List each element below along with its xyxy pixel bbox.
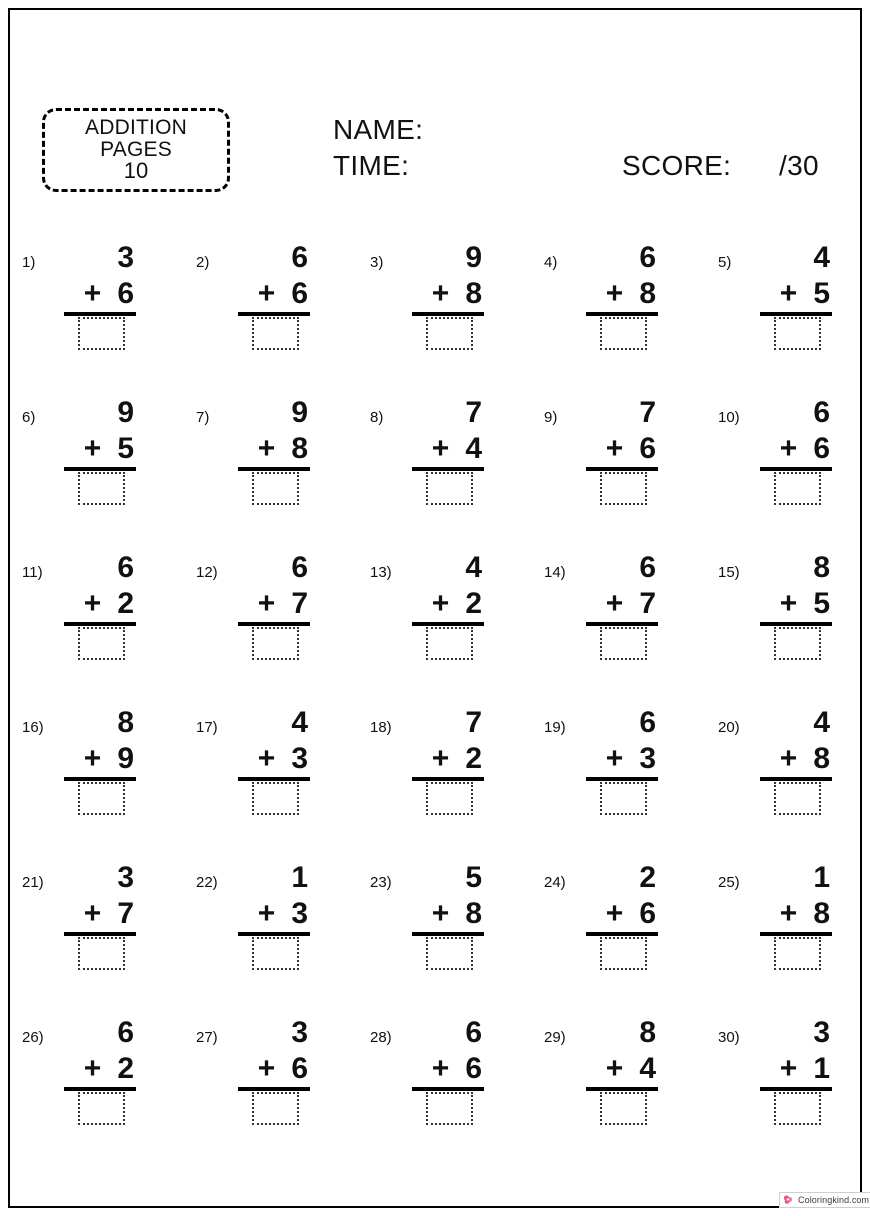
- answer-box[interactable]: [774, 937, 821, 970]
- bottom-operand: 6: [291, 1052, 308, 1085]
- plus-operator-icon: +: [779, 587, 798, 620]
- answer-box[interactable]: [426, 937, 473, 970]
- problem-number: 27): [196, 1029, 218, 1046]
- problem-cell: [522, 240, 696, 395]
- top-operand: 6: [117, 1016, 134, 1049]
- problem-expression: [406, 705, 492, 815]
- problem-expression: [580, 860, 666, 970]
- bottom-operand: 2: [465, 587, 482, 620]
- sum-rule: [64, 622, 136, 626]
- top-operand: 6: [639, 551, 656, 584]
- top-operand: 8: [813, 551, 830, 584]
- title-page-number: 10: [123, 158, 149, 184]
- sum-rule: [412, 932, 484, 936]
- problem-expression: [580, 1015, 666, 1125]
- problem-cell: [348, 240, 522, 395]
- sum-rule: [238, 622, 310, 626]
- sum-rule: [412, 312, 484, 316]
- problem-cell: [0, 705, 174, 860]
- operator-and-bottom-operand: [232, 276, 318, 312]
- problem-expression: [232, 240, 318, 350]
- problem-cell: [522, 705, 696, 860]
- operator-and-bottom-operand: [406, 431, 492, 467]
- bottom-operand: 6: [291, 277, 308, 310]
- answer-box[interactable]: [600, 782, 647, 815]
- plus-operator-icon: +: [257, 277, 276, 310]
- top-operand: 9: [291, 396, 308, 429]
- bottom-operand: 5: [117, 432, 134, 465]
- problem-cell: [0, 1015, 174, 1170]
- plus-operator-icon: +: [779, 897, 798, 930]
- operator-and-bottom-operand: [406, 1051, 492, 1087]
- worksheet-header: [0, 98, 870, 208]
- answer-box[interactable]: [774, 627, 821, 660]
- plus-operator-icon: +: [83, 897, 102, 930]
- site-watermark: [779, 1192, 870, 1208]
- bottom-operand: 9: [117, 742, 134, 775]
- operator-and-bottom-operand: [580, 741, 666, 777]
- top-operand: 6: [465, 1016, 482, 1049]
- sum-rule: [760, 467, 832, 471]
- problem-number: 10): [718, 409, 740, 426]
- top-operand: 6: [639, 706, 656, 739]
- plus-operator-icon: +: [605, 277, 624, 310]
- top-operand: 9: [117, 396, 134, 429]
- problem-number: 19): [544, 719, 566, 736]
- answer-box[interactable]: [774, 472, 821, 505]
- problem-expression: [406, 240, 492, 350]
- problem-number: 24): [544, 874, 566, 891]
- plus-operator-icon: +: [605, 742, 624, 775]
- operator-and-bottom-operand: [58, 1051, 144, 1087]
- problem-number: 1): [22, 254, 36, 271]
- plus-operator-icon: +: [83, 432, 102, 465]
- problem-expression: [580, 550, 666, 660]
- top-operand: 1: [291, 861, 308, 894]
- answer-box[interactable]: [252, 937, 299, 970]
- bottom-operand: 3: [639, 742, 656, 775]
- bottom-operand: 8: [639, 277, 656, 310]
- problem-cell: [0, 860, 174, 1015]
- problem-number: 30): [718, 1029, 740, 1046]
- sum-rule: [760, 622, 832, 626]
- top-operand: 6: [291, 551, 308, 584]
- score-field-label[interactable]: SCORE:: [622, 150, 732, 181]
- operator-and-bottom-operand: [232, 586, 318, 622]
- sum-rule: [238, 932, 310, 936]
- top-operand: 5: [465, 861, 482, 894]
- problem-number: 14): [544, 564, 566, 581]
- bottom-operand: 8: [813, 897, 830, 930]
- problem-cell: [696, 395, 870, 550]
- sum-rule: [412, 1087, 484, 1091]
- answer-box[interactable]: [774, 782, 821, 815]
- problem-expression: [58, 1015, 144, 1125]
- answer-box[interactable]: [252, 472, 299, 505]
- answer-box[interactable]: [600, 317, 647, 350]
- bottom-operand: 2: [117, 587, 134, 620]
- answer-box[interactable]: [252, 782, 299, 815]
- problem-cell: [174, 1015, 348, 1170]
- answer-box[interactable]: [78, 627, 125, 660]
- title-line-1: ADDITION: [85, 116, 187, 140]
- operator-and-bottom-operand: [754, 586, 840, 622]
- answer-box[interactable]: [78, 317, 125, 350]
- problem-expression: [580, 395, 666, 505]
- operator-and-bottom-operand: [754, 431, 840, 467]
- answer-box[interactable]: [78, 937, 125, 970]
- operator-and-bottom-operand: [580, 431, 666, 467]
- sum-rule: [238, 1087, 310, 1091]
- problem-number: 23): [370, 874, 392, 891]
- sum-rule: [238, 312, 310, 316]
- bottom-operand: 5: [813, 277, 830, 310]
- problem-cell: [522, 860, 696, 1015]
- top-operand: 3: [291, 1016, 308, 1049]
- operator-and-bottom-operand: [754, 1051, 840, 1087]
- problem-cell: [0, 240, 174, 395]
- problem-expression: [58, 395, 144, 505]
- bottom-operand: 7: [291, 587, 308, 620]
- plus-operator-icon: +: [779, 1052, 798, 1085]
- answer-box[interactable]: [78, 1092, 125, 1125]
- bottom-operand: 6: [639, 897, 656, 930]
- problem-number: 25): [718, 874, 740, 891]
- operator-and-bottom-operand: [754, 276, 840, 312]
- top-operand: 8: [639, 1016, 656, 1049]
- plus-operator-icon: +: [605, 432, 624, 465]
- top-operand: 6: [813, 396, 830, 429]
- top-operand: 7: [639, 396, 656, 429]
- problem-row: [0, 1015, 870, 1170]
- problem-expression: [232, 705, 318, 815]
- answer-box[interactable]: [600, 937, 647, 970]
- problem-cell: [348, 1015, 522, 1170]
- bottom-operand: 3: [291, 742, 308, 775]
- problem-expression: [58, 550, 144, 660]
- problem-row: [0, 705, 870, 860]
- sum-rule: [760, 777, 832, 781]
- problem-cell: [174, 395, 348, 550]
- problem-number: 2): [196, 254, 210, 271]
- plus-operator-icon: +: [605, 587, 624, 620]
- answer-box[interactable]: [78, 782, 125, 815]
- top-operand: 9: [465, 241, 482, 274]
- answer-box[interactable]: [426, 472, 473, 505]
- plus-operator-icon: +: [431, 587, 450, 620]
- top-operand: 3: [117, 861, 134, 894]
- answer-box[interactable]: [600, 627, 647, 660]
- problem-number: 5): [718, 254, 732, 271]
- bottom-operand: 8: [465, 277, 482, 310]
- answer-box[interactable]: [252, 317, 299, 350]
- name-field-label[interactable]: NAME:: [333, 114, 424, 145]
- problem-expression: [406, 550, 492, 660]
- plus-operator-icon: +: [605, 1052, 624, 1085]
- answer-box[interactable]: [426, 1092, 473, 1125]
- problem-expression: [754, 1015, 840, 1125]
- top-operand: 7: [465, 396, 482, 429]
- bottom-operand: 6: [813, 432, 830, 465]
- answer-box[interactable]: [426, 782, 473, 815]
- problem-cell: [0, 395, 174, 550]
- plus-operator-icon: +: [257, 897, 276, 930]
- plus-operator-icon: +: [431, 432, 450, 465]
- top-operand: 6: [291, 241, 308, 274]
- plus-operator-icon: +: [605, 897, 624, 930]
- plus-operator-icon: +: [83, 1052, 102, 1085]
- plus-operator-icon: +: [431, 742, 450, 775]
- bottom-operand: 8: [291, 432, 308, 465]
- top-operand: 4: [813, 706, 830, 739]
- bottom-operand: 1: [813, 1052, 830, 1085]
- operator-and-bottom-operand: [232, 896, 318, 932]
- operator-and-bottom-operand: [580, 586, 666, 622]
- problem-number: 16): [22, 719, 44, 736]
- top-operand: 3: [117, 241, 134, 274]
- top-operand: 1: [813, 861, 830, 894]
- sum-rule: [64, 777, 136, 781]
- top-operand: 4: [465, 551, 482, 584]
- title-box: [42, 108, 230, 192]
- plus-operator-icon: +: [431, 897, 450, 930]
- flower-logo-icon: [782, 1194, 794, 1206]
- problem-cell: [348, 550, 522, 705]
- operator-and-bottom-operand: [406, 586, 492, 622]
- plus-operator-icon: +: [257, 1052, 276, 1085]
- sum-rule: [760, 1087, 832, 1091]
- bottom-operand: 4: [639, 1052, 656, 1085]
- operator-and-bottom-operand: [754, 741, 840, 777]
- plus-operator-icon: +: [257, 432, 276, 465]
- problem-cell: [696, 1015, 870, 1170]
- operator-and-bottom-operand: [58, 741, 144, 777]
- problem-number: 12): [196, 564, 218, 581]
- problem-cell: [696, 550, 870, 705]
- bottom-operand: 6: [117, 277, 134, 310]
- problem-expression: [58, 240, 144, 350]
- sum-rule: [586, 932, 658, 936]
- answer-box[interactable]: [78, 472, 125, 505]
- problem-number: 8): [370, 409, 384, 426]
- problem-cell: [0, 550, 174, 705]
- bottom-operand: 8: [465, 897, 482, 930]
- sum-rule: [64, 467, 136, 471]
- sum-rule: [238, 777, 310, 781]
- problem-grid: [0, 240, 870, 1170]
- problem-cell: [174, 550, 348, 705]
- sum-rule: [64, 1087, 136, 1091]
- problem-row: [0, 860, 870, 1015]
- problem-number: 28): [370, 1029, 392, 1046]
- answer-box[interactable]: [600, 472, 647, 505]
- problem-number: 9): [544, 409, 558, 426]
- problem-cell: [696, 705, 870, 860]
- plus-operator-icon: +: [431, 277, 450, 310]
- problem-expression: [754, 860, 840, 970]
- bottom-operand: 6: [639, 432, 656, 465]
- operator-and-bottom-operand: [406, 276, 492, 312]
- operator-and-bottom-operand: [406, 896, 492, 932]
- plus-operator-icon: +: [779, 742, 798, 775]
- sum-rule: [586, 312, 658, 316]
- top-operand: 8: [117, 706, 134, 739]
- operator-and-bottom-operand: [580, 276, 666, 312]
- problem-expression: [232, 860, 318, 970]
- problem-row: [0, 240, 870, 395]
- problem-number: 3): [370, 254, 384, 271]
- bottom-operand: 6: [465, 1052, 482, 1085]
- problem-cell: [696, 240, 870, 395]
- title-line-2: PAGES: [100, 137, 172, 161]
- problem-number: 17): [196, 719, 218, 736]
- sum-rule: [760, 312, 832, 316]
- problem-cell: [522, 1015, 696, 1170]
- sum-rule: [586, 467, 658, 471]
- problem-expression: [232, 395, 318, 505]
- top-operand: 3: [813, 1016, 830, 1049]
- answer-box[interactable]: [426, 317, 473, 350]
- bottom-operand: 2: [465, 742, 482, 775]
- sum-rule: [760, 932, 832, 936]
- bottom-operand: 3: [291, 897, 308, 930]
- bottom-operand: 7: [117, 897, 134, 930]
- problem-cell: [174, 705, 348, 860]
- sum-rule: [64, 932, 136, 936]
- sum-rule: [586, 1087, 658, 1091]
- problem-expression: [406, 395, 492, 505]
- operator-and-bottom-operand: [232, 431, 318, 467]
- bottom-operand: 8: [813, 742, 830, 775]
- problem-expression: [754, 550, 840, 660]
- problem-number: 18): [370, 719, 392, 736]
- answer-box[interactable]: [252, 627, 299, 660]
- problem-number: 11): [22, 564, 43, 581]
- sum-rule: [64, 312, 136, 316]
- problem-number: 26): [22, 1029, 44, 1046]
- problem-cell: [174, 240, 348, 395]
- answer-box[interactable]: [426, 627, 473, 660]
- sum-rule: [586, 622, 658, 626]
- problem-cell: [348, 395, 522, 550]
- problem-number: 7): [196, 409, 210, 426]
- top-operand: 6: [639, 241, 656, 274]
- bottom-operand: 2: [117, 1052, 134, 1085]
- problem-number: 29): [544, 1029, 566, 1046]
- problem-expression: [754, 240, 840, 350]
- bottom-operand: 7: [639, 587, 656, 620]
- operator-and-bottom-operand: [58, 431, 144, 467]
- problem-cell: [174, 860, 348, 1015]
- operator-and-bottom-operand: [58, 276, 144, 312]
- problem-expression: [232, 550, 318, 660]
- bottom-operand: 4: [465, 432, 482, 465]
- problem-number: 13): [370, 564, 392, 581]
- problem-number: 22): [196, 874, 218, 891]
- score-total-label: /30: [779, 150, 819, 181]
- problem-expression: [58, 860, 144, 970]
- answer-box[interactable]: [774, 317, 821, 350]
- problem-cell: [522, 550, 696, 705]
- operator-and-bottom-operand: [232, 1051, 318, 1087]
- sum-rule: [412, 467, 484, 471]
- problem-cell: [348, 860, 522, 1015]
- answer-box[interactable]: [600, 1092, 647, 1125]
- sum-rule: [412, 622, 484, 626]
- problem-expression: [58, 705, 144, 815]
- top-operand: 4: [813, 241, 830, 274]
- problem-number: 20): [718, 719, 740, 736]
- plus-operator-icon: +: [257, 587, 276, 620]
- problem-expression: [406, 1015, 492, 1125]
- problem-number: 6): [22, 409, 36, 426]
- problem-expression: [754, 395, 840, 505]
- problem-cell: [348, 705, 522, 860]
- plus-operator-icon: +: [83, 587, 102, 620]
- operator-and-bottom-operand: [580, 896, 666, 932]
- problem-expression: [406, 860, 492, 970]
- plus-operator-icon: +: [83, 742, 102, 775]
- top-operand: 6: [117, 551, 134, 584]
- problem-number: 15): [718, 564, 740, 581]
- problem-number: 21): [22, 874, 44, 891]
- sum-rule: [586, 777, 658, 781]
- plus-operator-icon: +: [83, 277, 102, 310]
- top-operand: 7: [465, 706, 482, 739]
- answer-box[interactable]: [774, 1092, 821, 1125]
- problem-number: 4): [544, 254, 558, 271]
- problem-expression: [580, 705, 666, 815]
- problem-row: [0, 550, 870, 705]
- answer-box[interactable]: [252, 1092, 299, 1125]
- operator-and-bottom-operand: [58, 586, 144, 622]
- problem-expression: [580, 240, 666, 350]
- time-field-label[interactable]: TIME:: [333, 150, 410, 181]
- plus-operator-icon: +: [779, 432, 798, 465]
- problem-cell: [522, 395, 696, 550]
- site-name: Coloringkind.com: [798, 1195, 870, 1205]
- operator-and-bottom-operand: [232, 741, 318, 777]
- top-operand: 4: [291, 706, 308, 739]
- problem-row: [0, 395, 870, 550]
- operator-and-bottom-operand: [580, 1051, 666, 1087]
- operator-and-bottom-operand: [406, 741, 492, 777]
- plus-operator-icon: +: [779, 277, 798, 310]
- operator-and-bottom-operand: [754, 896, 840, 932]
- problem-cell: [696, 860, 870, 1015]
- top-operand: 2: [639, 861, 656, 894]
- plus-operator-icon: +: [431, 1052, 450, 1085]
- problem-expression: [232, 1015, 318, 1125]
- problem-expression: [754, 705, 840, 815]
- sum-rule: [412, 777, 484, 781]
- plus-operator-icon: +: [257, 742, 276, 775]
- sum-rule: [238, 467, 310, 471]
- bottom-operand: 5: [813, 587, 830, 620]
- operator-and-bottom-operand: [58, 896, 144, 932]
